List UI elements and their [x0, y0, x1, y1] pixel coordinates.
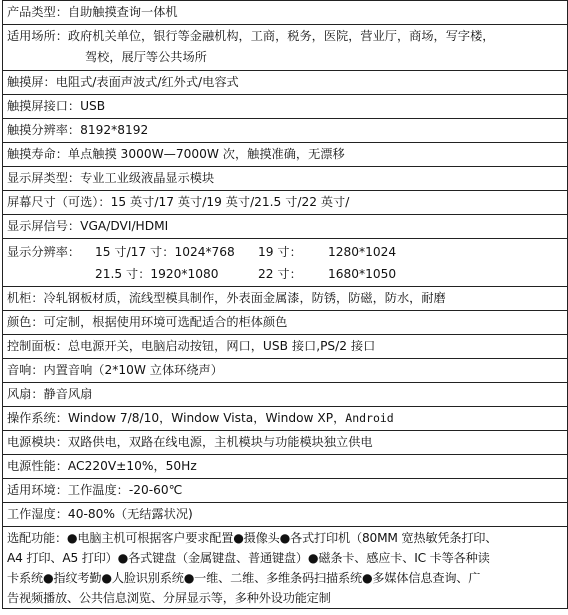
res-19-label: 19 寸： [258, 244, 302, 259]
row-color [3, 311, 568, 335]
power-performance-text: 电源性能：AC220V±10%，50Hz [7, 459, 197, 473]
row-display-type [3, 167, 568, 191]
features-line-3: 卡系统●指纹考勤●人脸识别系统●一维、二维、多维条码扫描系统●多媒体信息查询、广 [7, 571, 481, 585]
power-module-text: 电源模块：双路供电，双路在线电源，主机模块与功能模块独立供电 [7, 435, 373, 449]
row-touch-resolution [3, 119, 568, 143]
res-15-17-label: 15 寸/17 寸： [95, 244, 175, 259]
audio-text: 音响：内置音响（2*10W 立体环绕声） [7, 363, 223, 377]
resolution-line-2 [7, 263, 563, 285]
row-power-module [3, 431, 568, 455]
cabinet-text: 机柜：冷轧钢板材质，流线型模具制作，外表面金属漆，防锈，防磁，防水，耐磨 [7, 291, 446, 305]
row-touch-screen [3, 71, 568, 95]
venue-line-1: 适用场所：政府机关单位，银行等金融机构，工商，税务，医院，营业厅，商场，写字楼， [7, 29, 495, 43]
row-os [3, 407, 568, 431]
res-22-value: 1680*1050 [328, 266, 397, 281]
row-power-performance [3, 455, 568, 479]
row-display-signal [3, 215, 568, 239]
row-humidity [3, 503, 568, 527]
spec-table [2, 0, 568, 609]
os-android: Android [345, 411, 394, 425]
row-cabinet [3, 287, 568, 311]
res-15-17-value: 1024*768 [174, 244, 235, 259]
res-21-value: 1920*1080 [150, 266, 219, 281]
row-environment [3, 479, 568, 503]
display-type-text: 显示屏类型：专业工业级液晶显示模块 [7, 171, 215, 185]
os-label: 操作系统： [7, 411, 68, 425]
touch-interface-text: 触摸屏接口：USB [7, 99, 106, 113]
humidity-text: 工作湿度：40-80%（无结露状况) [7, 507, 193, 521]
touch-resolution-text: 触摸分辨率：8192*8192 [7, 123, 149, 137]
row-fan [3, 383, 568, 407]
touch-screen-text: 触摸屏：电阻式/表面声波式/红外式/电容式 [7, 75, 239, 89]
touch-life-text: 触摸寿命：单点触摸 3000W—7000W 次，触摸准确，无漂移 [7, 147, 345, 161]
row-touch-interface [3, 95, 568, 119]
res-22-label: 22 寸： [258, 266, 302, 281]
fan-text: 风扇：静音风扇 [7, 387, 93, 401]
venue-line-2: 驾校，展厅等公共场所 [85, 50, 207, 64]
row-audio [3, 359, 568, 383]
row-product-type [3, 1, 568, 25]
features-line-1: 选配功能：●电脑主机可根据客户要求配置●摄像头●各式打印机（80MM 宽热敏凭条打印、 [7, 531, 498, 545]
control-panel-text: 控制面板：总电源开关，电脑启动按钮，网口，USB 接口,PS/2 接口 [7, 339, 376, 353]
row-optional-features [3, 527, 568, 609]
os-value: Window 7/8/10，Window Vista，Window XP， [67, 411, 346, 425]
row-venue [3, 25, 568, 71]
res-21-label: 21.5 寸： [95, 266, 151, 281]
environment-text: 适用环境：工作温度：-20-60℃ [7, 483, 183, 497]
row-display-resolution [3, 239, 568, 287]
resolution-label: 显示分辨率： [7, 244, 81, 259]
screen-size-text: 屏幕尺寸（可选）：15 英寸/17 英寸/19 英寸/21.5 寸/22 英寸/ [7, 195, 350, 209]
product-type-text: 产品类型：自助触摸查询一体机 [7, 5, 178, 19]
color-text: 颜色：可定制，根据使用环境可选配适合的柜体颜色 [7, 315, 288, 329]
row-control-panel [3, 335, 568, 359]
row-touch-life [3, 143, 568, 167]
resolution-line-1 [7, 241, 563, 263]
features-line-4: 告视频播放、公共信息浏览、分屏显示等，多种外设功能定制 [7, 591, 331, 605]
res-19-value: 1280*1024 [328, 244, 397, 259]
display-signal-text: 显示屏信号：VGA/DVI/HDMI [7, 219, 169, 233]
features-line-2: A4 打印、A5 打印）●各式键盘（金属键盘、普通键盘）●磁条卡、感应卡、IC 卡等各种读 [7, 551, 490, 565]
res-21 [95, 264, 258, 285]
row-screen-size [3, 191, 568, 215]
res-15-17 [95, 242, 258, 263]
